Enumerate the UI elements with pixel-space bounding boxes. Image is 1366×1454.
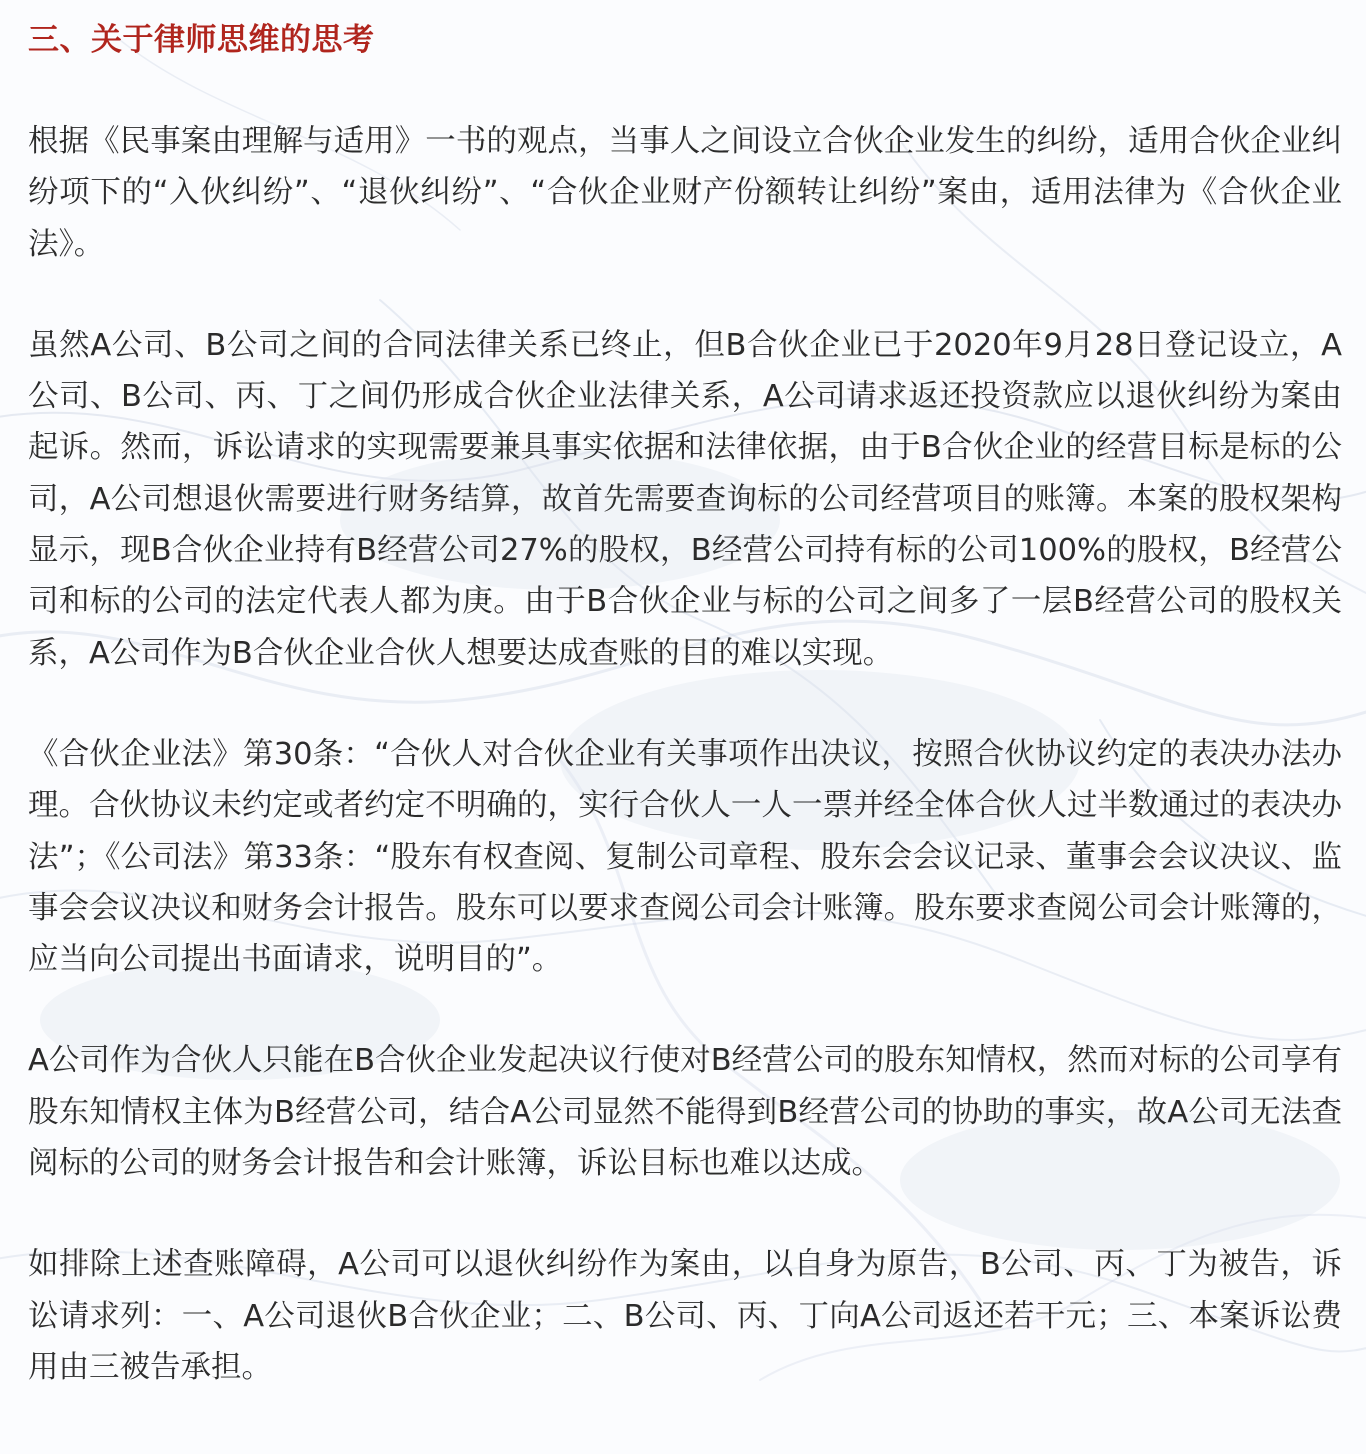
article [28, 14, 1342, 1443]
paragraph-statutes: 《合伙企业法》第30条：“合伙人对合伙企业有关事项作出决议，按照合伙协议约定的表决办法办理。合伙协议未约定或者约定不明确的，实行合伙人一人一票并经全体合伙人过半数通过的表决办法”；《公司法》第33条：“股东有权查阅、复制公司章程、股东会会议记录、董事会会议决议、监事会会议决议和财务会计报告。股东可以要求查阅公司会计账簿。股东要求查阅公司会计账簿的，应当向公司提出书面请求，说明目的”。 [28, 736, 1342, 978]
paragraph-information-right: A公司作为合伙人只能在B合伙企业发起决议行使对B经营公司的股东知情权，然而对标的公司享有股东知情权主体为B经营公司，结合A公司显然不能得到B经营公司的协助的事实，故A公司无法查阅标的公司的财务会计报告和会计账簿，诉讼目标也难以达成。 [28, 1043, 1342, 1182]
paragraph-litigation-claims: 如排除上述查账障碍，A公司可以退伙纠纷作为案由，以自身为原告，B公司、丙、丁为被告，诉讼请求列：一、A公司退伙B合伙企业；二、B公司、丙、丁向A公司返还若干元；三、本案诉讼费用由三被告承担。 [28, 1247, 1342, 1385]
paragraph-case-cause: 根据《民事案由理解与适用》一书的观点，当事人之间设立合伙企业发生的纠纷，适用合伙企业纠纷项下的“入伙纠纷”、“退伙纠纷”、“合伙企业财产份额转让纠纷”案由，适用法律为《合伙企业法》。 [28, 124, 1342, 262]
paragraph-equity-structure: 虽然A公司、B公司之间的合同法律关系已终止，但B合伙企业已于2020年9月28日登记设立，A公司、B公司、丙、丁之间仍形成合伙企业法律关系，A公司请求返还投资款应以退伙纠纷为案由起诉。然而，诉讼请求的实现需要兼具事实依据和法律依据，由于B合伙企业的经营目标是标的公司，A公司想退伙需要进行财务结算，故首先需要查询标的公司经营项目的账簿。本案的股权架构显示，现B合伙企业持有B经营公司27%的股权，B经营公司持有标的公司100%的股权，B经营公司和标的公司的法定代表人都为庚。由于B合伙企业与标的公司之间多了一层B经营公司的股权关系，A公司作为B合伙企业合伙人想要达成查账的目的难以实现。 [28, 327, 1342, 671]
section-heading: 三、关于律师思维的思考 [28, 22, 375, 58]
